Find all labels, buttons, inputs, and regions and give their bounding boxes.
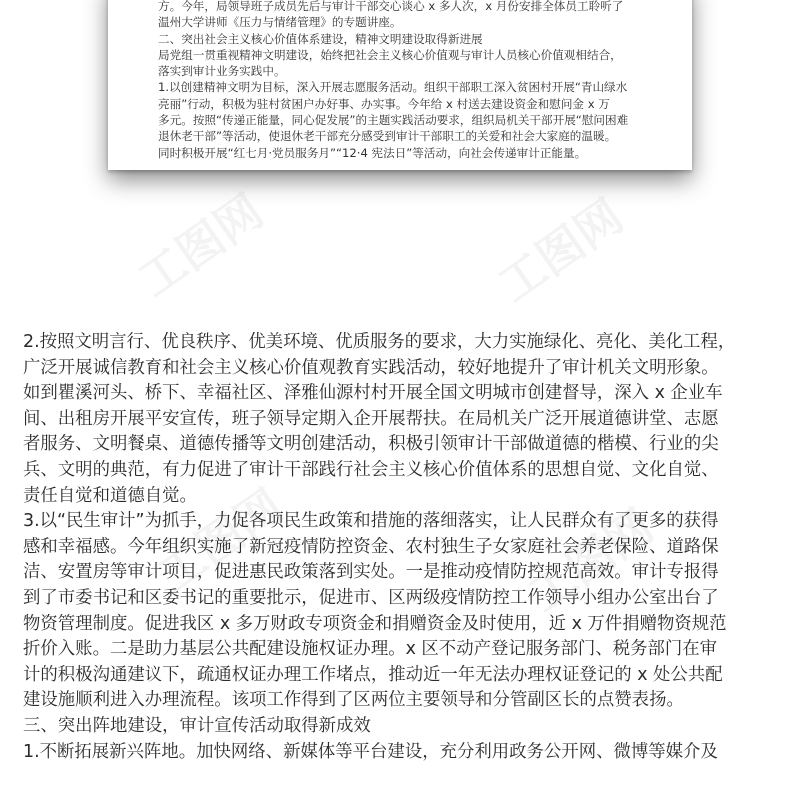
photo-line: 退休老干部”等活动，使退休老干部充分感受到审计干部职工的关爱和社会大家庭的温暖。 xyxy=(158,129,617,144)
body-line: 计的积极沟通建议下，疏通权证办理工作堵点，推动近一年无法办理权证登记的 x 处公共配 xyxy=(23,664,723,685)
body-line: 者服务、文明餐桌、道德传播等文明创建活动，积极引领审计干部做道德的楷模、行业的尖 xyxy=(23,434,719,455)
body-line: 建设施顺利进入办理流程。该项工作得到了区两位主要领导和分管副区长的点赞表扬。 xyxy=(23,690,684,711)
photo-line: 温州大学讲师《压力与情绪管理》的专题讲座。 xyxy=(158,15,402,30)
watermark: 工图网 xyxy=(488,188,633,313)
watermark: 工图网 xyxy=(148,478,293,603)
body-line: 责任自觉和道德自觉。 xyxy=(23,485,197,506)
body-line: 如到瞿溪河头、桥下、幸福社区、泽雅仙源村村开展全国文明城市创建督导，深入 x 企业车 xyxy=(23,383,723,404)
photo-line: 局党组一贯重视精神文明建设，始终把社会主义核心价值观与审计人员核心价值观相结合， xyxy=(158,47,622,62)
photo-document-page xyxy=(108,0,692,170)
body-line: 广泛开展诚信教育和社会主义核心价值观教育实践活动，较好地提升了审计机关文明形象。 xyxy=(23,357,719,378)
body-line: 折价入账。二是助力基层公共配建设施权证办理。x 区不动产登记服务部门、税务部门在审 xyxy=(23,639,718,660)
body-line: 到了市委书记和区委书记的重要批示，促进市、区两级疫情防控工作领导小组办公室出台了 xyxy=(23,587,719,608)
body-line: 兵、文明的典范，有力促进了审计干部践行社会主义核心价值体系的思想自觉、文化自觉、 xyxy=(23,459,719,480)
photo-line: 多元。按照“传递正能量，同心促发展”的主题实践活动要求，组织局机关干部开展“慰问困难 xyxy=(158,113,629,128)
body-line: 间、出租房开展平安宣传，班子领导定期入企开展帮扶。在局机关广泛开展道德讲堂、志愿 xyxy=(23,408,719,429)
watermark: 工图网 xyxy=(128,183,273,308)
body-line: 物资管理制度。促进我区 x 多万财政专项资金和捐赠资金及时使用，近 x 万件捐赠物资规范 xyxy=(23,613,727,634)
section-heading: 三、突出阵地建设，审计宣传活动取得新成效 xyxy=(23,715,371,736)
photo-line: 1.以创建精神文明为目标，深入开展志愿服务活动。组织干部职工深入贫困村开展“青山绿水 xyxy=(158,80,628,95)
body-line: 感和幸福感。今年组织实施了新冠疫情防控资金、农村独生子女家庭社会养老保险、道路保 xyxy=(23,536,719,557)
body-line: 洁、安置房等审计项目，促进惠民政策落到实处。一是推动疫情防控规范高效。审计专报得 xyxy=(23,562,719,583)
body-line: 1.不断拓展新兴阵地。加快网络、新媒体等平台建设，充分利用政务公开网、微博等媒介及 xyxy=(23,741,718,762)
photo-line: 落实到审计业务实践中。 xyxy=(158,64,286,79)
body-line: 3.以“民生审计”为抓手，力促各项民生政策和措施的落细落实，让人民群众有了更多的获得 xyxy=(23,511,719,532)
photo-line: 同时积极开展“红七月·党员服务月”“12·4 宪法日”等活动，向社会传递审计正能量。 xyxy=(158,145,587,160)
photo-text-block xyxy=(158,0,682,161)
body-line: 2.按照文明言行、优良秩序、优美环境、优质服务的要求，大力实施绿化、亮化、美化工程， xyxy=(23,332,736,352)
photo-line: 亮丽”行动，积极为驻村贫困户办好事、办实事。今年给 x 村送去建设资金和慰问金 x 万 xyxy=(158,96,610,111)
watermark: 工图网 xyxy=(518,498,663,623)
photo-line: 方。今年，局领导班子成员先后与审计干部交心谈心 x 多人次，x 月份安排全体员工聆听了 xyxy=(158,0,624,13)
document-body xyxy=(23,330,783,765)
photo-line: 二、突出社会主义核心价值体系建设，精神文明建设取得新进展 xyxy=(158,31,483,46)
